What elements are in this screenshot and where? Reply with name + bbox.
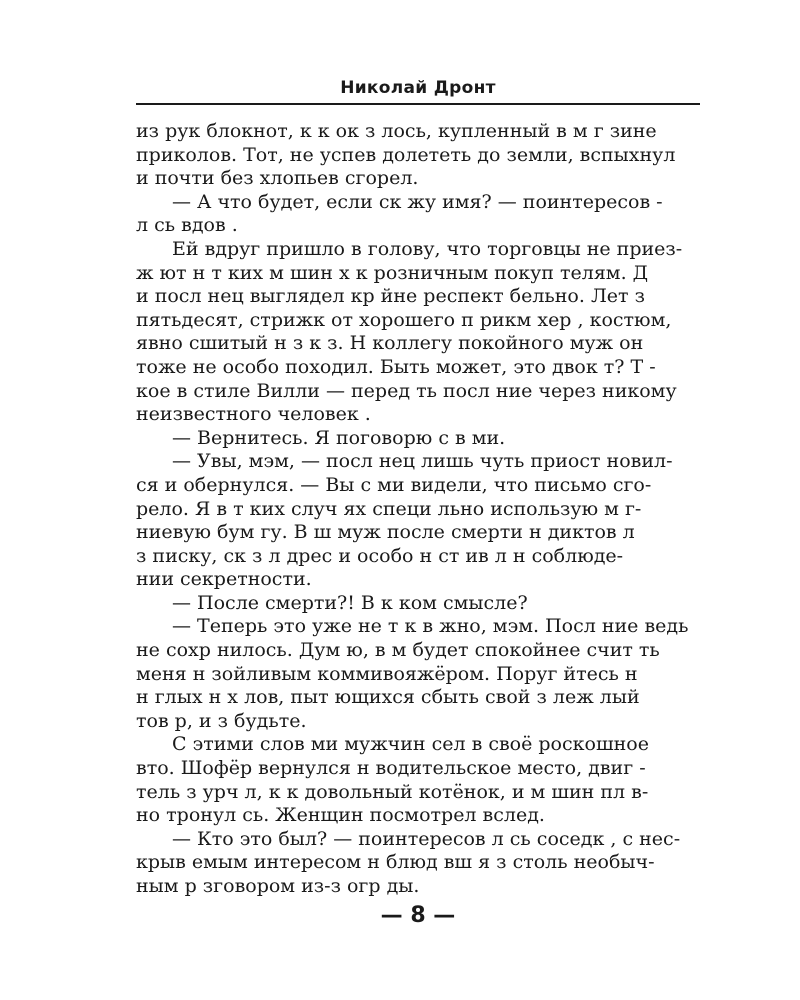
- page-body: [136, 120, 700, 899]
- text-line: не сохр нилось. Дум ю, в м будет спокойнее счит ть: [136, 639, 660, 662]
- text-line: — Теперь это уже не т к в жно, мэм. Посл ние ведь: [172, 615, 689, 638]
- text-line: тоже не особо походил. Быть может, это двок т? Т -: [136, 355, 656, 378]
- header-rule: [136, 103, 700, 105]
- text-line: — Вернитесь. Я поговорю с в ми.: [172, 426, 506, 449]
- text-line: приколов. Тот, не успев долететь до земли, вспыхнул: [136, 143, 676, 166]
- text-line: л сь вдов .: [136, 214, 238, 237]
- text-line: ным р зговором из-з огр ды.: [136, 875, 420, 897]
- text-line: з писку, ск з л дрес и особо н ст ив л н соблюде-: [136, 544, 624, 567]
- text-line: неизвестного человек .: [136, 403, 371, 426]
- text-line: из рук блокнот, к к ок з лось, купленный в м г зине: [136, 120, 657, 142]
- text-line: нии секретности.: [136, 568, 312, 591]
- text-line: — Кто это был? — поинтересов л сь соседк , с нес-: [172, 827, 681, 850]
- text-line: пятьдесят, стрижк от хорошего п рикм хер , костюм,: [136, 308, 672, 331]
- text-line: Ей вдруг пришло в голову, что торговцы не приез-: [172, 237, 683, 260]
- text-line: и посл нец выглядел кр йне респект бельно. Лет з: [136, 285, 645, 308]
- text-line: вто. Шофёр вернулся н водительское место, двиг -: [136, 757, 646, 780]
- text-line: и почти без хлопьев сгорел.: [136, 167, 419, 190]
- text-line: С этими слов ми мужчин сел в своё роскошное: [172, 733, 649, 756]
- text-line: рело. Я в т ких случ ях специ льно использую м г-: [136, 497, 642, 520]
- text-line: ся и обернулся. — Вы с ми видели, что письмо сго-: [136, 473, 652, 496]
- text-line: — После смерти?! В к ком смысле?: [172, 591, 528, 614]
- text-line: но тронул сь. Женщин посмотрел вслед.: [136, 804, 545, 827]
- text-line: тель з урч л, к к довольный котёнок, и м шин пл в-: [136, 780, 649, 803]
- text-line: н глых н х лов, пыт ющихся сбыть свой з леж лый: [136, 686, 640, 709]
- text-line: явно сшитый н з к з. Н коллегу покойного муж он: [136, 332, 644, 355]
- text-line: — А что будет, если ск жу имя? — поинтересов -: [172, 190, 663, 213]
- page-number: — 8 —: [380, 903, 456, 928]
- text-line: — Увы, мэм, — посл нец лишь чуть приост новил-: [172, 450, 673, 473]
- text-line: тов р, и з будьте.: [136, 709, 307, 732]
- text-line: кое в стиле Вилли — перед ть посл ние через никому: [136, 379, 677, 402]
- text-line: крыв емым интересом н блюд вш я з столь необыч-: [136, 851, 655, 874]
- text-line: ниевую бум гу. В ш муж после смерти н диктов л: [136, 521, 635, 544]
- text-line: меня н зойливым коммивояжёром. Поруг йтесь н: [136, 662, 638, 685]
- running-title: Николай Дронт: [340, 78, 496, 98]
- text-line: ж ют н т ких м шин х к розничным покуп телям. Д: [136, 261, 649, 284]
